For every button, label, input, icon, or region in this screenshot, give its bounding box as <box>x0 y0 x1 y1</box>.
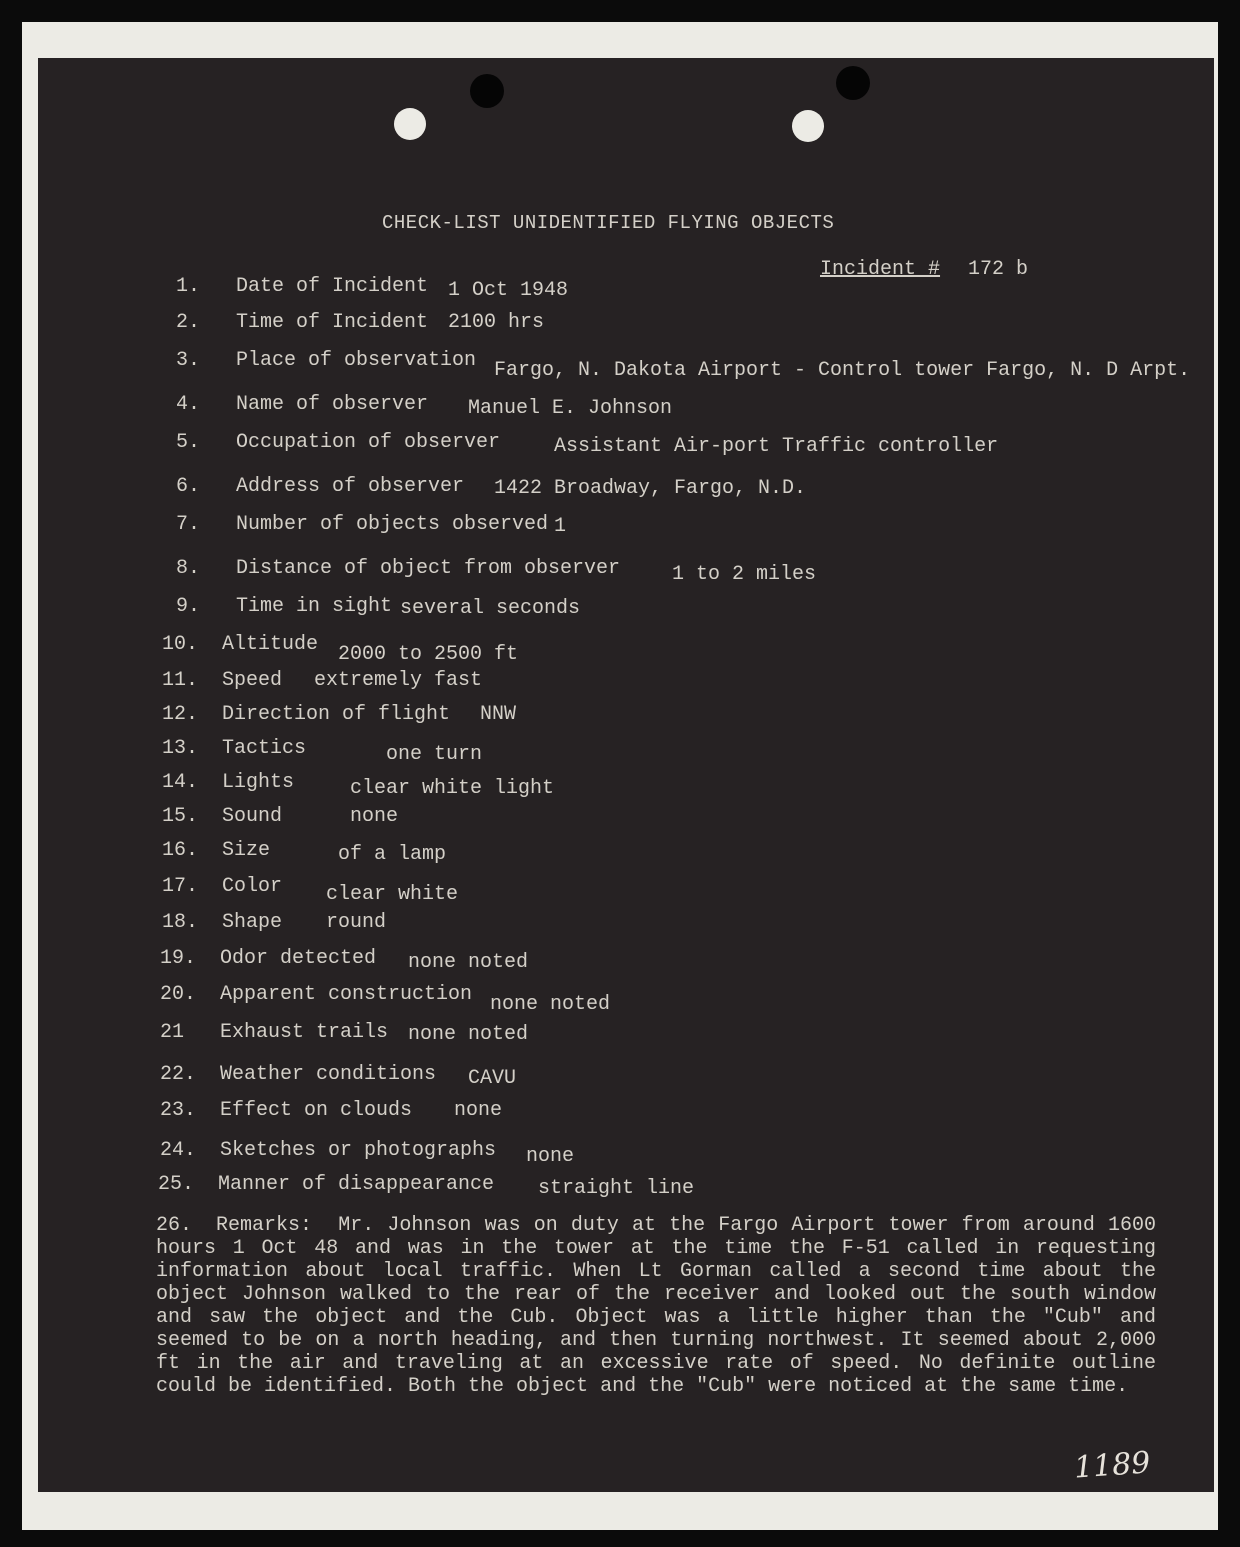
item-value: 1 Oct 1948 <box>448 279 569 302</box>
item-number: 3. <box>176 349 201 372</box>
item-number: 5. <box>176 431 201 454</box>
item-value: 2000 to 2500 ft <box>338 643 519 666</box>
item-number: 4. <box>176 393 201 416</box>
item-number: 15. <box>162 805 199 828</box>
item-label: Direction of flight <box>222 703 451 726</box>
item-value: Assistant Air-port Traffic controller <box>554 435 999 458</box>
item-label: Manner of disappearance <box>218 1173 495 1196</box>
item-label: Sketches or photographs <box>220 1139 497 1162</box>
item-number: 8. <box>176 557 201 580</box>
remarks-section <box>156 1214 1156 1398</box>
item-number: 9. <box>176 595 201 618</box>
incident-value: 172 b <box>968 258 1029 281</box>
item-value: Manuel E. Johnson <box>468 397 673 420</box>
item-number: 2. <box>176 311 201 334</box>
item-value: one turn <box>386 743 483 766</box>
item-label: Distance of object from observer <box>236 557 621 580</box>
item-label: Occupation of observer <box>236 431 501 454</box>
item-value: Fargo, N. Dakota Airport - Control tower Fargo, N. D Arpt. <box>494 359 1191 382</box>
item-value: extremely fast <box>314 669 483 692</box>
item-label: Address of observer <box>236 475 465 498</box>
item-label: Apparent construction <box>220 983 473 1006</box>
item-label: Tactics <box>222 737 307 760</box>
document-sheet <box>38 58 1214 1492</box>
item-number: 7. <box>176 513 201 536</box>
document-title: CHECK-LIST UNIDENTIFIED FLYING OBJECTS <box>382 212 835 234</box>
item-value: none noted <box>408 951 529 974</box>
remarks-paragraph <box>156 1214 1156 1398</box>
item-value: 1 to 2 miles <box>672 563 817 586</box>
item-label: Sound <box>222 805 283 828</box>
binder-punch-left <box>470 74 504 108</box>
item-value: NNW <box>480 703 517 726</box>
item-label: Lights <box>222 771 295 794</box>
item-number: 18. <box>162 911 199 934</box>
item-number: 24. <box>160 1139 197 1162</box>
item-number: 10. <box>162 633 199 656</box>
item-label: Effect on clouds <box>220 1099 413 1122</box>
item-number: 19. <box>160 947 197 970</box>
item-label: Speed <box>222 669 283 692</box>
item-label: Place of observation <box>236 349 477 372</box>
incident-label: Incident # <box>820 258 941 281</box>
item-number: 6. <box>176 475 201 498</box>
item-label: Name of observer <box>236 393 429 416</box>
item-label: Time of Incident <box>236 311 429 334</box>
item-number: 1. <box>176 275 201 298</box>
handwritten-page-number: 1189 <box>1072 1445 1152 1486</box>
item-label: Shape <box>222 911 283 934</box>
item-label: Size <box>222 839 271 862</box>
item-value: none <box>454 1099 503 1122</box>
item-value: none noted <box>490 993 611 1016</box>
item-value: clear white light <box>350 777 555 800</box>
remarks-number: 26. <box>156 1214 193 1237</box>
punch-hole-left <box>394 108 426 140</box>
item-number: 20. <box>160 983 197 1006</box>
binder-punch-right <box>836 66 870 100</box>
item-value: 2100 hrs <box>448 311 545 334</box>
item-label: Number of objects observed <box>236 513 549 536</box>
incident-number <box>820 258 1028 281</box>
item-number: 23. <box>160 1099 197 1122</box>
item-number: 16. <box>162 839 199 862</box>
item-value: 1422 Broadway, Fargo, N.D. <box>494 477 807 500</box>
item-number: 11. <box>162 669 199 692</box>
item-number: 14. <box>162 771 199 794</box>
remarks-label: Remarks: <box>216 1214 313 1237</box>
item-label: Odor detected <box>220 947 377 970</box>
item-value: round <box>326 911 387 934</box>
item-value: clear white <box>326 883 459 906</box>
item-value: none noted <box>408 1023 529 1046</box>
item-label: Altitude <box>222 633 319 656</box>
item-value: none <box>526 1145 575 1168</box>
item-number: 25. <box>158 1173 195 1196</box>
item-value: CAVU <box>468 1067 517 1090</box>
item-value: none <box>350 805 399 828</box>
item-label: Exhaust trails <box>220 1021 389 1044</box>
item-number: 13. <box>162 737 199 760</box>
item-number: 12. <box>162 703 199 726</box>
item-value: straight line <box>538 1177 695 1200</box>
item-number: 22. <box>160 1063 197 1086</box>
remarks-text: Mr. Johnson was on duty at the Fargo Airport tower from around 1600 hours 1 Oct 48 and was in the tower at the time the F-51 called in requesting information about local traffic. When Lt Gorman called a second time about the object Johnson walked to the rear of the receiver and looked out the south window and saw the object and the Cub. Object was a little higher than the "Cub" and seemed to be on a north heading, and then turning northwest. It seemed about 2,000 ft in the air and traveling at an excessive rate of speed. No definite outline could be identified. Both the object and the "Cub" were noticed at the same time. <box>156 1214 1156 1398</box>
item-label: Date of Incident <box>236 275 429 298</box>
item-label: Weather conditions <box>220 1063 437 1086</box>
item-number: 17. <box>162 875 199 898</box>
item-value: of a lamp <box>338 843 447 866</box>
item-value: several seconds <box>400 597 581 620</box>
item-number: 21 <box>160 1021 185 1044</box>
punch-hole-right <box>792 110 824 142</box>
item-label: Color <box>222 875 283 898</box>
item-label: Time in sight <box>236 595 393 618</box>
item-value: 1 <box>554 515 567 538</box>
